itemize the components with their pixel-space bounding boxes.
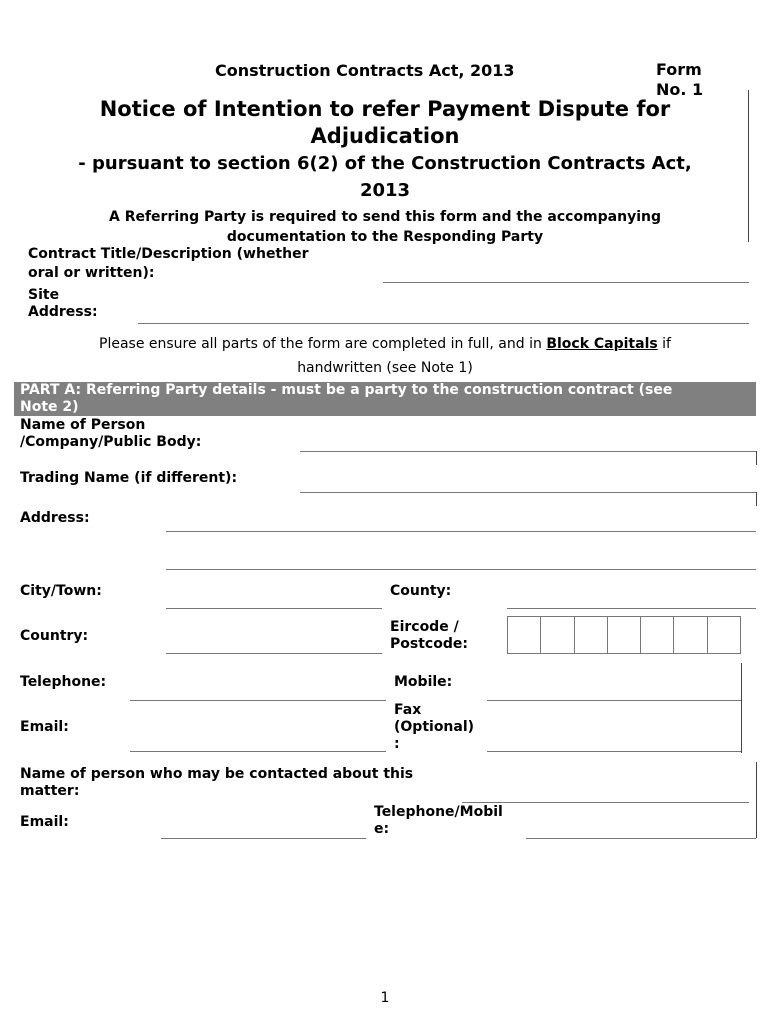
eircode-box[interactable] [575,617,608,653]
form-number-cut: No. 1 [656,80,704,99]
contact-block-edge [756,762,757,838]
city-label: City/Town: [20,583,102,599]
instructions [0,332,770,380]
eircode-boxes[interactable] [507,616,741,654]
contact-telephone-label: Telephone/Mobil e: [374,804,503,837]
eircode-label: Eircode / Postcode: [390,619,468,652]
site-address-field[interactable] [138,323,749,324]
eircode-box[interactable] [541,617,574,653]
contact-name-field[interactable] [462,802,749,803]
email-label: Email: [20,719,69,735]
intro-text [0,207,770,247]
form-number: Form [656,60,702,79]
country-field[interactable] [166,653,382,654]
contact-name-label: Name of person who may be contacted about this matter: [20,766,414,799]
name-label: Name of Person /Company/Public Body: [20,417,202,450]
name-field-edge [756,451,757,465]
address-field-line-2[interactable] [166,569,756,570]
intro-line-2: documentation to the Responding Party [226,229,544,245]
address-label: Address: [20,510,90,526]
part-a-heading: PART A: Referring Party details - must be a party to the construction contract (see Note 2) [14,382,756,416]
subtitle-line-1: - pursuant to section 6(2) of the Construction Contracts Act, [78,153,692,174]
mobile-field[interactable] [487,700,741,701]
name-field[interactable] [300,451,756,452]
mobile-label: Mobile: [394,674,453,690]
contact-telephone-field[interactable] [526,838,756,839]
block-capitals-emphasis: Block Capitals [546,336,658,352]
eircode-box[interactable] [508,617,541,653]
subtitle-line-2: 2013 [359,180,411,201]
telephone-field[interactable] [130,700,386,701]
county-field[interactable] [507,608,756,609]
trading-field-edge [756,492,757,506]
page-title [0,96,770,150]
county-label: County: [390,583,452,599]
title-line-1: Notice of Intention to refer Payment Dispute for [99,97,671,121]
email-field[interactable] [130,751,386,752]
contact-email-field[interactable] [161,838,366,839]
city-field[interactable] [166,608,382,609]
site-address-label: Site Address: [28,287,98,320]
trading-name-field[interactable] [300,492,756,493]
intro-line-1: A Referring Party is required to send this form and the accompanying [108,209,661,225]
telephone-label: Telephone: [20,674,107,690]
trading-name-label: Trading Name (if different): [20,470,238,486]
eircode-box[interactable] [641,617,674,653]
contact-email-label: Email: [20,814,69,830]
fax-label: Fax (Optional) : [394,702,475,752]
title-line-2: Adjudication [310,124,460,148]
subtitle [0,150,770,204]
page-number: 1 [380,990,390,1006]
act-name: Construction Contracts Act, 2013 [215,61,515,80]
eircode-box[interactable] [708,617,740,653]
instructions-line-1: Please ensure all parts of the form are completed in full, and in Block Capitals if [99,336,671,352]
contract-title-field[interactable] [383,282,749,283]
phone-block-edge [741,663,742,753]
contract-title-label: Contract Title/Description (whether oral or written): [28,246,309,281]
eircode-box[interactable] [674,617,707,653]
address-field-line-1[interactable] [166,531,756,532]
instructions-line-2: handwritten (see Note 1) [297,360,473,376]
country-label: Country: [20,628,89,644]
eircode-box[interactable] [608,617,641,653]
fax-field[interactable] [487,751,741,752]
